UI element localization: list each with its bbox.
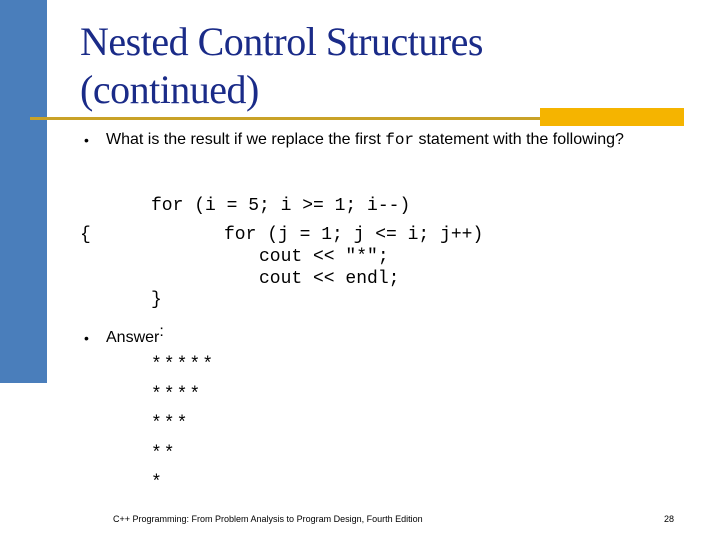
bullet-marker: • (84, 330, 89, 346)
question-text (106, 128, 666, 152)
title-accent-block (540, 108, 684, 126)
code-cout-star: cout << "*"; (259, 247, 389, 267)
answer-label-text: Answer (106, 329, 160, 346)
code-open-brace: { (80, 225, 91, 245)
code-inner-for: for (j = 1; j <= i; j++) (224, 225, 484, 245)
slide-title (80, 18, 680, 114)
code-outer-for: for (i = 5; i >= 1; i--) (151, 196, 411, 216)
page-number: 28 (664, 514, 675, 524)
question-text-part: What is the result if we replace the first (106, 131, 386, 148)
code-close-brace: } (151, 290, 162, 310)
bullet-marker: • (84, 132, 89, 148)
footer-text: C++ Programming: From Problem Analysis to Program Design, Fourth Edition (113, 514, 423, 524)
answer-colon: : (159, 323, 164, 340)
answer-label (106, 323, 164, 350)
answer-row: ** (151, 444, 177, 464)
title-line-1: Nested Control Structures (80, 19, 483, 64)
question-text-part: statement with the following? (414, 131, 624, 148)
answer-row: *** (151, 414, 190, 434)
answer-row: * (151, 473, 164, 493)
sidebar-bar-gap (0, 383, 47, 540)
title-line-2: (continued) (80, 67, 259, 112)
answer-row: **** (151, 385, 203, 405)
code-cout-endl: cout << endl; (259, 269, 400, 289)
answer-row: ***** (151, 355, 216, 375)
question-code-word: for (385, 131, 415, 149)
sidebar-bar (0, 0, 47, 383)
title-underline (30, 117, 540, 120)
